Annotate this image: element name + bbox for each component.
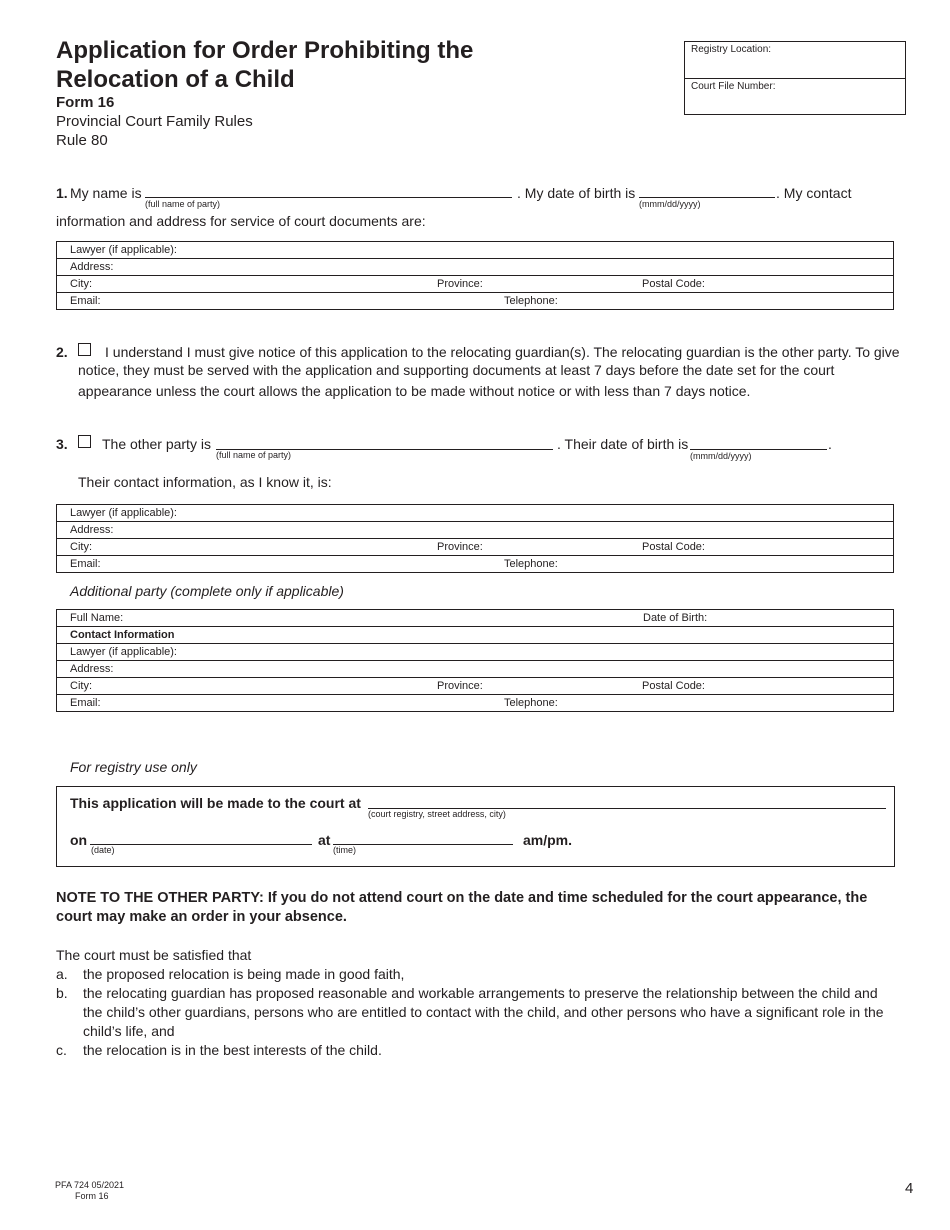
postal-code-label: Postal Code:	[642, 278, 705, 290]
section1-line2: information and address for service of court documents are:	[56, 213, 426, 229]
footer-code-block	[55, 1180, 124, 1202]
section1-number: 1.	[56, 185, 68, 201]
full-name-label: Full Name:	[70, 612, 124, 624]
on-label: on	[70, 832, 88, 848]
rules-name: Provincial Court Family Rules	[56, 113, 253, 130]
email-label: Email:	[70, 558, 101, 570]
section1-dob-text: . My date of birth is	[517, 185, 636, 201]
note-item-text: the relocation is in the best interests of the child.	[83, 1042, 382, 1058]
note-item-text: the proposed relocation is being made in good faith,	[83, 966, 405, 982]
province-label: Province:	[437, 680, 483, 692]
section1-contact-text: . My contact	[776, 185, 852, 201]
party-name-input[interactable]	[145, 197, 512, 198]
lawyer-field[interactable]	[57, 505, 894, 522]
party-contact-table	[56, 241, 894, 310]
postal-code-label: Postal Code:	[642, 541, 705, 553]
party-dob-input[interactable]	[639, 197, 775, 198]
note-item-label: a.	[56, 966, 68, 982]
court-file-number-field[interactable]	[685, 78, 905, 114]
city-label: City:	[70, 541, 92, 553]
lawyer-field[interactable]	[57, 242, 894, 259]
city-province-postal-row[interactable]	[57, 276, 894, 293]
section3-dob-text: . Their date of birth is	[557, 436, 689, 452]
form-number: Form 16	[56, 94, 115, 111]
email-telephone-row[interactable]	[57, 695, 894, 712]
date-hint: (date)	[91, 845, 115, 855]
email-label: Email:	[70, 295, 101, 307]
note-item	[56, 984, 886, 1041]
section2-line1: I understand I must give notice of this application to the relocating guardian(s). The relocating guardian is the other party. To give	[105, 344, 900, 360]
contact-information-label: Contact Information	[70, 629, 175, 641]
telephone-label: Telephone:	[504, 558, 558, 570]
address-field[interactable]	[57, 259, 894, 276]
note-item-label: c.	[56, 1042, 67, 1058]
note-item	[56, 965, 886, 984]
footer-form: Form 16	[75, 1191, 109, 1201]
footer-code: PFA 724 05/2021	[55, 1180, 125, 1190]
court-location-text: This application will be made to the court at	[70, 795, 361, 811]
address-label: Address:	[70, 261, 114, 273]
telephone-label: Telephone:	[504, 697, 558, 709]
section3-end-period: .	[828, 436, 832, 452]
note-item-text: the relocating guardian has proposed reasonable and workable arrangements to preserve the relationship between the child and the child’s other guardians, persons who are entitled to contact with the child, and other persons who have a significant role in the child’s life, and	[83, 985, 884, 1039]
other-party-dob-hint: (mmm/dd/yyyy)	[690, 451, 752, 461]
registry-use-box	[56, 786, 895, 867]
city-label: City:	[70, 278, 92, 290]
section2-line2: notice, they must be served with the application and supporting documents at least 7 days before the date set for the court	[78, 362, 835, 378]
registry-location-field[interactable]	[685, 42, 905, 78]
page-title: Application for Order Prohibiting the Relocation of a Child	[56, 37, 474, 93]
form-rules	[56, 112, 253, 150]
other-party-name-hint: (full name of party)	[216, 450, 292, 460]
registry-use-heading: For registry use only	[70, 759, 197, 775]
date-of-birth-label: Date of Birth:	[643, 612, 708, 624]
court-file-number-label: Court File Number:	[691, 81, 776, 92]
lawyer-label: Lawyer (if applicable):	[70, 646, 177, 658]
section2-number: 2.	[56, 344, 68, 360]
rule-number: Rule 80	[56, 132, 108, 149]
city-label: City:	[70, 680, 92, 692]
registry-box	[684, 41, 906, 115]
address-field[interactable]	[57, 661, 894, 678]
note-list	[56, 946, 886, 1060]
telephone-label: Telephone:	[504, 295, 558, 307]
time-hint: (time)	[333, 845, 356, 855]
other-party-contact-table	[56, 504, 894, 573]
section3-number: 3.	[56, 436, 68, 452]
province-label: Province:	[437, 278, 483, 290]
full-name-dob-row[interactable]	[57, 610, 894, 627]
additional-party-table	[56, 609, 894, 712]
lawyer-label: Lawyer (if applicable):	[70, 507, 177, 519]
note-heading: NOTE TO THE OTHER PARTY: If you do not attend court on the date and time scheduled for the court appearance, the court may make an order in your absence.	[56, 890, 868, 925]
page-number: 4	[905, 1180, 914, 1197]
address-label: Address:	[70, 524, 114, 536]
hearing-time-input[interactable]	[333, 844, 513, 845]
note-item	[56, 1041, 886, 1060]
registry-location-label: Registry Location:	[691, 44, 772, 55]
city-province-postal-row[interactable]	[57, 539, 894, 556]
address-label: Address:	[70, 663, 114, 675]
additional-party-heading: Additional party (complete only if applicable)	[70, 583, 344, 599]
lawyer-label: Lawyer (if applicable):	[70, 244, 177, 256]
contact-information-row	[57, 627, 894, 644]
section2-line3: appearance unless the court allows the application to be made without notice or with less than 7 days notice.	[78, 383, 751, 399]
court-location-hint: (court registry, street address, city)	[368, 809, 506, 819]
ampm-label: am/pm.	[523, 832, 573, 848]
city-province-postal-row[interactable]	[57, 678, 894, 695]
section2-checkbox[interactable]	[78, 343, 91, 361]
note-item-label: b.	[56, 985, 68, 1001]
lawyer-field[interactable]	[57, 644, 894, 661]
email-label: Email:	[70, 697, 101, 709]
party-dob-hint: (mmm/dd/yyyy)	[639, 199, 701, 209]
email-telephone-row[interactable]	[57, 293, 894, 310]
address-field[interactable]	[57, 522, 894, 539]
email-telephone-row[interactable]	[57, 556, 894, 573]
other-party-dob-input[interactable]	[690, 449, 827, 450]
section3-party-text: The other party is	[102, 436, 211, 452]
section3-contact-intro: Their contact information, as I know it, is:	[78, 474, 332, 490]
section1-name-prefix: My name is	[70, 185, 142, 201]
section3-checkbox[interactable]	[78, 435, 91, 453]
note-intro: The court must be satisfied that	[56, 947, 252, 963]
at-label: at	[318, 832, 331, 848]
party-name-hint: (full name of party)	[145, 199, 221, 209]
hearing-date-input[interactable]	[90, 844, 312, 845]
postal-code-label: Postal Code:	[642, 680, 705, 692]
province-label: Province:	[437, 541, 483, 553]
